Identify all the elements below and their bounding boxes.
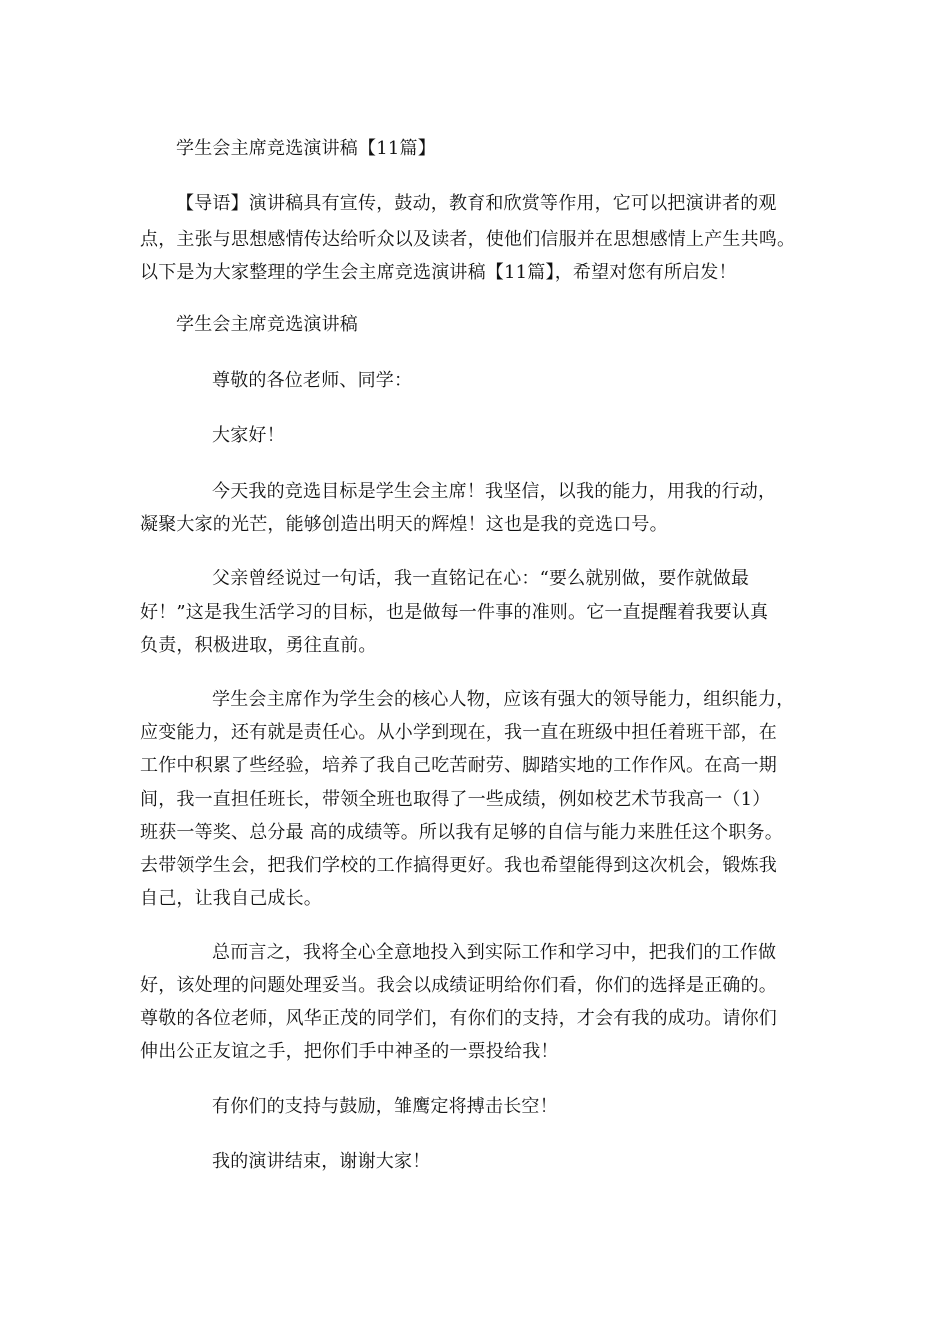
document-title: 学生会主席竞选演讲稿【11篇】: [176, 138, 436, 159]
paragraph-line: 班获一等奖、总分最 高的成绩等。所以我有足够的自信与能力来胜任这个职务。: [140, 822, 783, 843]
paragraph-line: 好，该处理的问题处理妥当。我会以成绩证明给你们看，你们的选择是正确的。: [140, 975, 777, 996]
paragraph-line: 间，我一直担任班长，带领全班也取得了一些成绩，例如校艺术节我高一（1）: [140, 789, 771, 810]
paragraph-line: 自己，让我自己成长。: [140, 888, 322, 909]
paragraph-line: 尊敬的各位老师，风华正茂的同学们，有你们的支持，才会有我的成功。请你们: [140, 1008, 777, 1029]
paragraph-line: 伸出公正友谊之手，把你们手中神圣的一票投给我！: [140, 1041, 559, 1062]
paragraph-line: 凝聚大家的光芒，能够创造出明天的辉煌！这也是我的竞选口号。: [140, 514, 668, 535]
intro-line: 点，主张与思想感情传达给听众以及读者，使他们信服并在思想感情上产生共鸣。: [140, 229, 796, 250]
paragraph-line: 总而言之，我将全心全意地投入到实际工作和学习中，把我们的工作做: [212, 942, 777, 963]
intro-line: 【导语】演讲稿具有宣传，鼓动，教育和欣赏等作用，它可以把演讲者的观: [176, 193, 777, 214]
paragraph-line: 去带领学生会，把我们学校的工作搞得更好。我也希望能得到这次机会，锻炼我: [140, 855, 777, 876]
paragraph-line: 父亲曾经说过一句话，我一直铭记在心：“要么就别做，要作就做最: [212, 568, 750, 589]
paragraph-line: 今天我的竞选目标是学生会主席！我坚信，以我的能力，用我的行动，: [212, 481, 777, 502]
paragraph-line: 工作中积累了些经验，培养了我自己吃苦耐劳、脚踏实地的工作作风。在高一期: [140, 755, 777, 776]
intro-line: 以下是为大家整理的学生会主席竞选演讲稿【11篇】，希望对您有所启发！: [140, 262, 737, 283]
paragraph-line: 应变能力，还有就是责任心。从小学到现在，我一直在班级中担任着班干部，在: [140, 722, 777, 743]
salutation: 尊敬的各位老师、同学：: [212, 370, 413, 391]
paragraph-line: 学生会主席作为学生会的核心人物，应该有强大的领导能力，组织能力，: [212, 689, 795, 710]
paragraph-line: 有你们的支持与鼓励，雏鹰定将搏击长空！: [212, 1096, 558, 1117]
paragraph-line: 负责，积极进取，勇往直前。: [140, 635, 377, 656]
paragraph-line: 好！”这是我生活学习的目标，也是做每一件事的准则。它一直提醒着我要认真: [140, 602, 769, 623]
section-title: 学生会主席竞选演讲稿: [176, 314, 358, 335]
closing-line: 我的演讲结束，谢谢大家！: [212, 1151, 431, 1172]
greeting: 大家好！: [212, 425, 285, 446]
